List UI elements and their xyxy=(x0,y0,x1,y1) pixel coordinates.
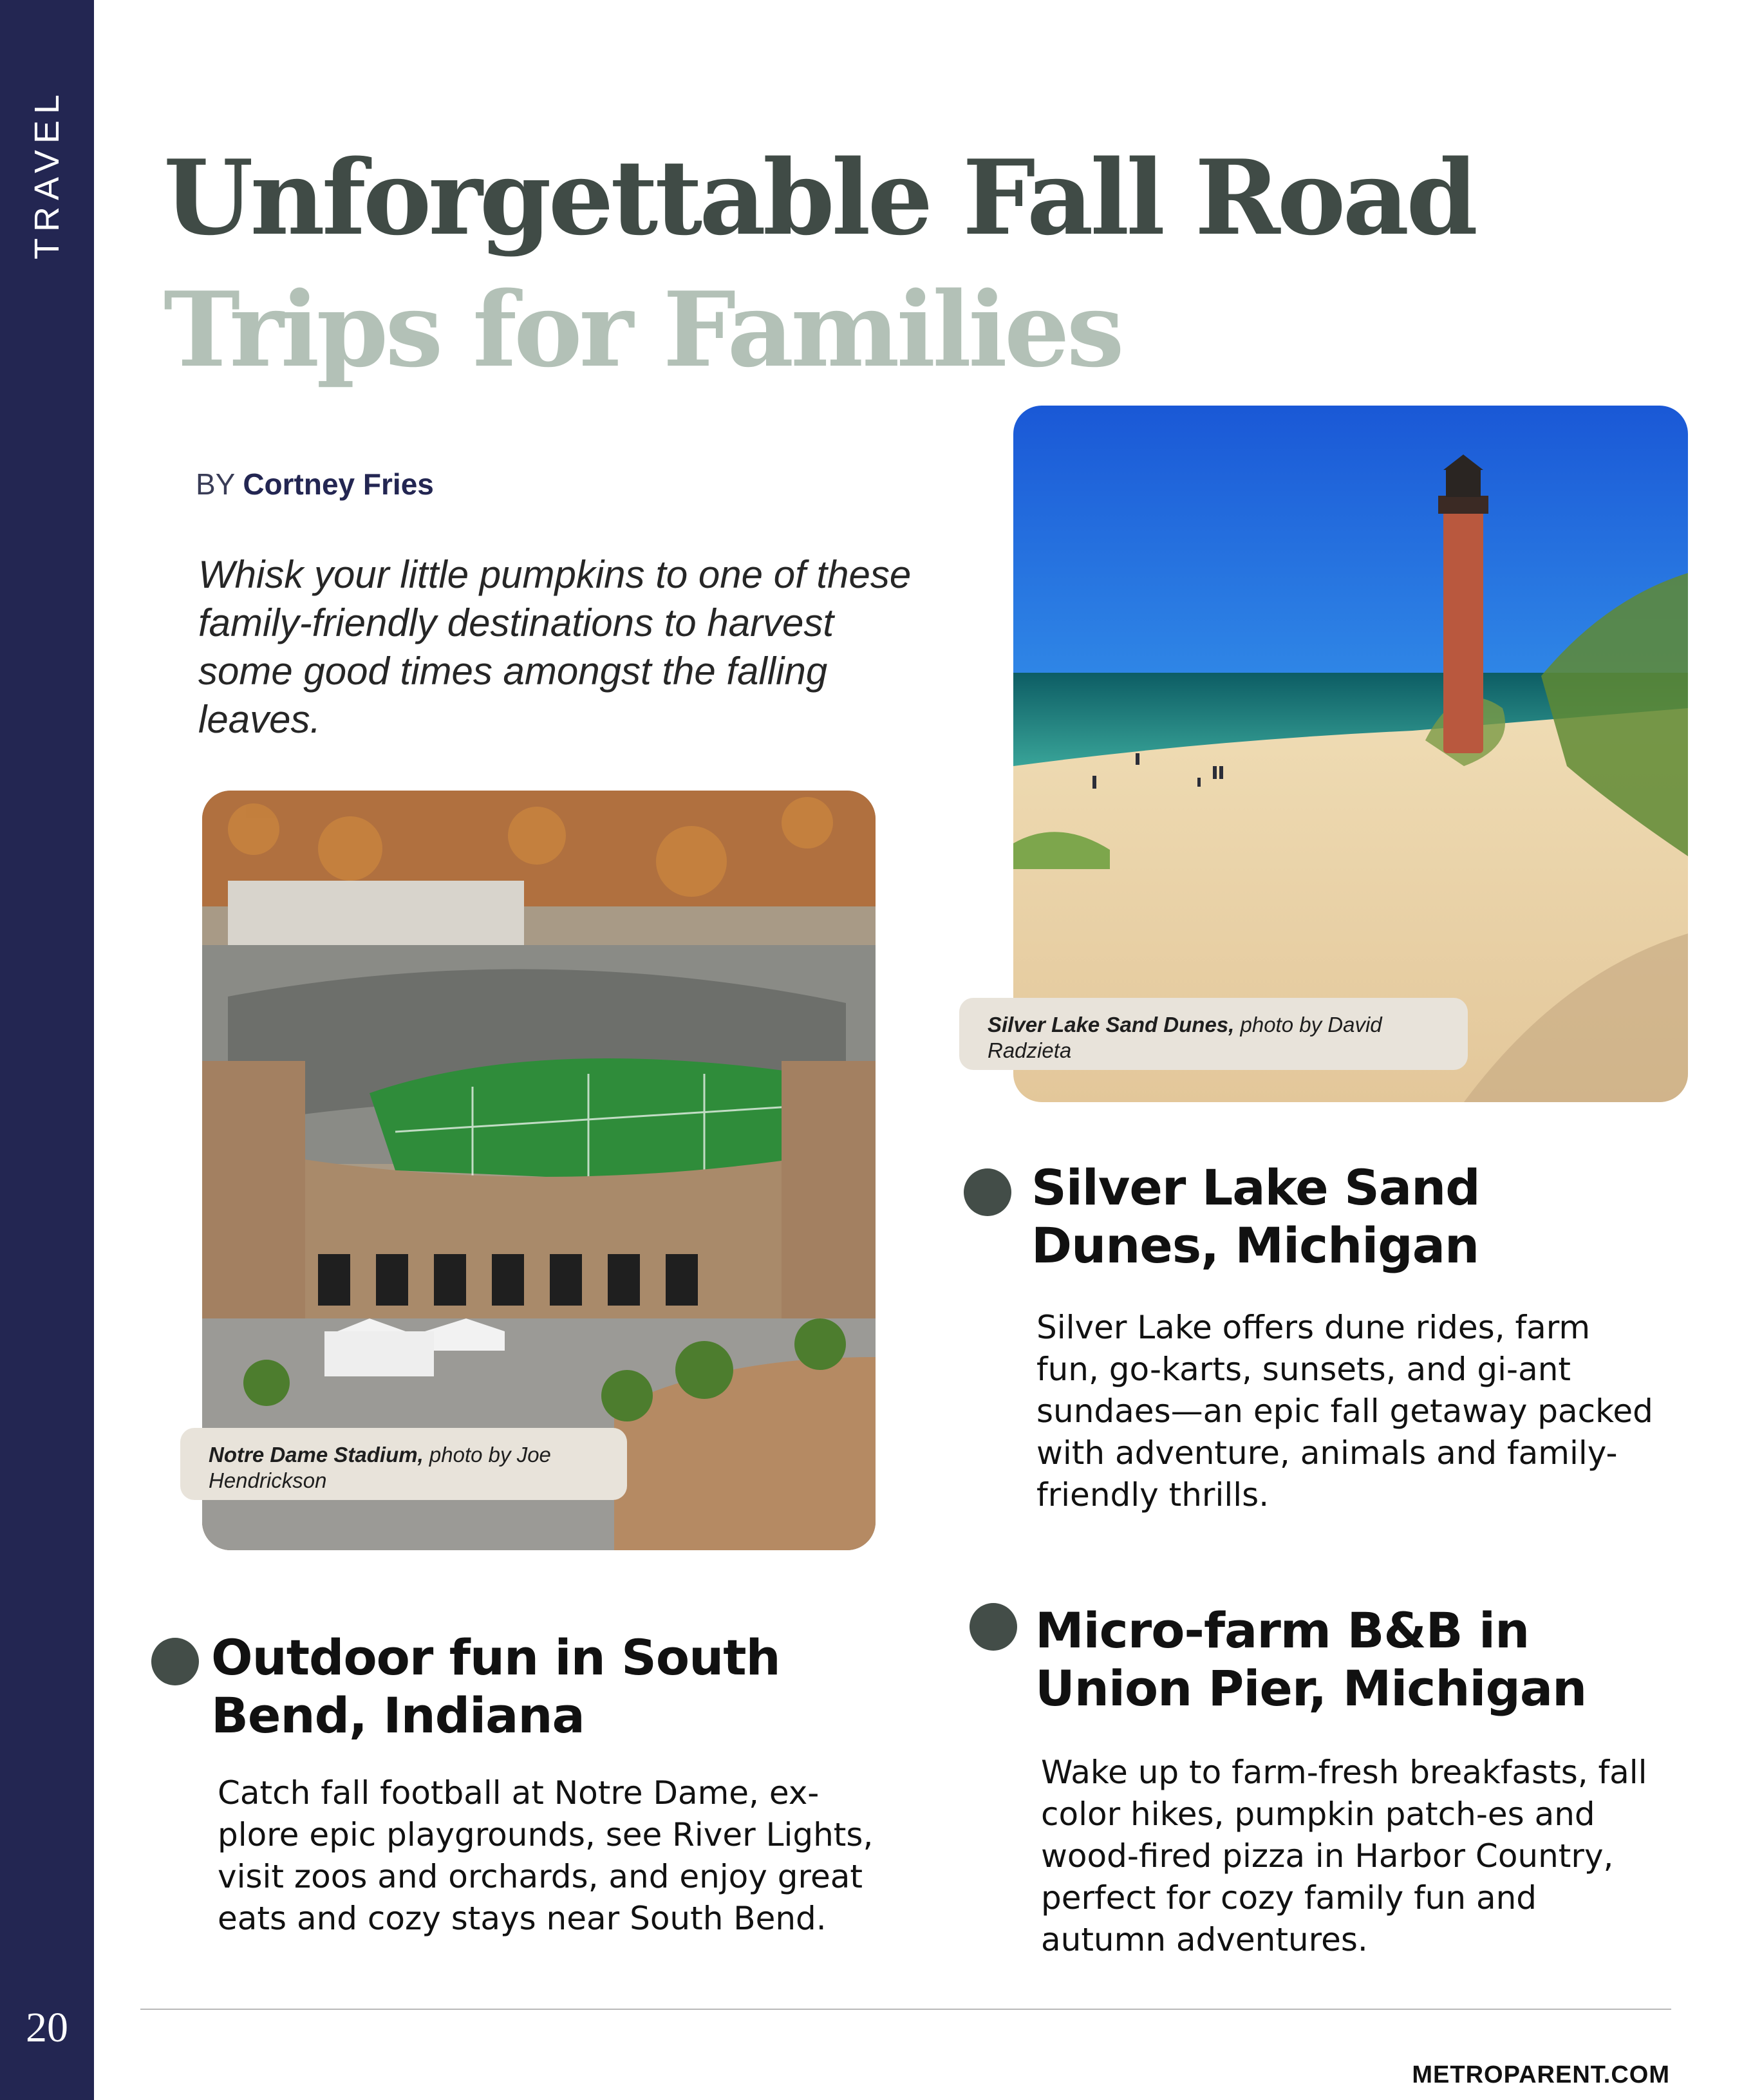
byline-author: Cortney Fries xyxy=(243,467,434,501)
stadium-caption-title: Notre Dame Stadium, xyxy=(209,1443,424,1467)
footer-rule xyxy=(140,2009,1671,2010)
section-bullet-union-pier xyxy=(970,1603,1017,1651)
heading-silver-lake: Silver Lake Sand Dunes, Michigan xyxy=(1031,1159,1480,1274)
dunes-caption xyxy=(959,998,1468,1070)
article-lede: Whisk your little pumpkins to one of these family-friendly destinations to harvest some good times amongst the falling leaves. xyxy=(198,553,912,741)
dunes-caption-title: Silver Lake Sand Dunes, xyxy=(988,1013,1235,1036)
byline-prefix: BY xyxy=(196,467,235,501)
body-union-pier: Wake up to farm-fresh breakfasts, fall color hikes, pumpkin patch-es and wood-fired pizza in Harbor Country, perfect for cozy family fun and autumn adventures. xyxy=(1041,1754,1647,1958)
section-bullet-south-bend xyxy=(151,1638,199,1685)
article-title xyxy=(164,132,1475,396)
dunes-caption-credit: photo by David Radzieta xyxy=(988,1013,1382,1062)
section-bullet-silver-lake xyxy=(964,1168,1011,1216)
footer-site-url: METROPARENT.COM xyxy=(1412,2061,1670,2088)
title-line-1: Unforgettable Fall Road xyxy=(164,137,1476,258)
body-silver-lake: Silver Lake offers dune rides, farm fun, go-karts, sunsets, and gi-ant sundaes—an epic fall getaway packed with adventure, animals and family-friendly thrills. xyxy=(1036,1309,1653,1514)
stadium-caption xyxy=(180,1428,627,1500)
body-south-bend: Catch fall football at Notre Dame, ex-plore epic playgrounds, see River Lights, visit zoos and orchards, and enjoy great eats and cozy stays near South Bend. xyxy=(218,1774,874,1937)
stadium-caption-credit: photo by Joe Hendrickson xyxy=(209,1443,551,1492)
byline xyxy=(196,467,434,502)
page-number: 20 xyxy=(26,2004,68,2051)
section-sidebar xyxy=(0,0,94,2100)
title-line-2: Trips for Families xyxy=(164,269,1121,390)
heading-union-pier: Micro-farm B&B in Union Pier, Michigan xyxy=(1035,1602,1587,1717)
heading-south-bend: Outdoor fun in South Bend, Indiana xyxy=(211,1629,780,1744)
section-label: TRAVEL xyxy=(28,88,66,260)
